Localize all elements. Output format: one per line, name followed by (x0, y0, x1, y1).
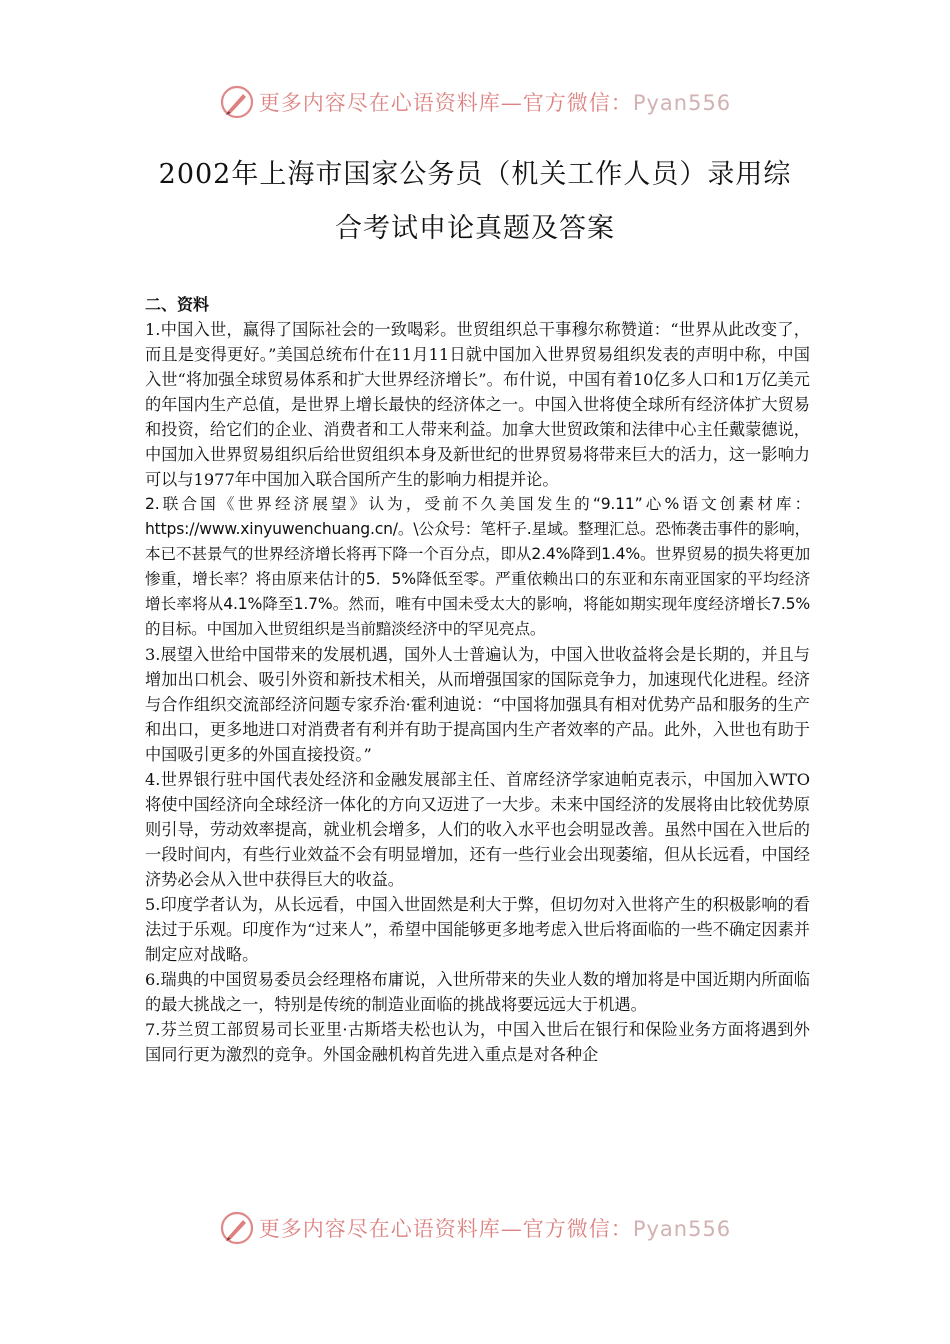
watermark-main-text: 更多内容尽在心语资料库—官方微信： (258, 91, 633, 115)
paragraph-5: 5.印度学者认为，从长远看，中国入世固然是利大于弊，但切勿对入世将产生的积极影响的看法过于乐观。印度作为“过来人”，希望中国能够更多地考虑入世后将面临的一些不确定因素并制定应对战略。 (145, 895, 810, 964)
title-line-1: 2002年上海市国家公务员（机关工作人员）录用综 (158, 159, 792, 190)
pen-logo-icon (219, 84, 255, 120)
pen-logo-icon (219, 1210, 255, 1246)
watermark-main-text: 更多内容尽在心语资料库—官方微信： (258, 1217, 633, 1241)
section-heading: 二、资料 (145, 295, 210, 314)
paragraph-2: 2.联合国《世界经济展望》认为，受前不久美国发生的“9.11”心%语文创素材库：https://www.xinyuwenchuang.cn/。\公众号：笔杆子.星域。整理汇总。恐怖袭击事件的影响，本已不甚景气的世界经济增长将再下降一个百分点，即从2.4%降到1.4%。世界贸易的损失将更加惨重，增长率？将由原来估计的5．5%降低至零。严重依赖出口的东亚和东南亚国家的平均经济增长率将从4.1%降至1.7%。然而，唯有中国未受太大的影响，将能如期实现年度经济增长7.5%的目标。中国加入世贸组织是当前黯淡经济中的罕见亮点。 (145, 495, 810, 638)
header-watermark-banner (0, 80, 950, 124)
document-body (145, 292, 810, 1067)
paragraph-1: 1.中国入世，赢得了国际社会的一致喝彩。世贸组织总干事穆尔称赞道：“世界从此改变了，而且是变得更好。”美国总统布什在11月11日就中国加入世界贸易组织发表的声明中称，中国入世“将加强全球贸易体系和扩大世界经济增长”。布什说，中国有着10亿多人口和1万亿美元的年国内生产总值，是世界上增长最快的经济体之一。中国入世将使全球所有经济体扩大贸易和投资，给它们的企业、消费者和工人带来利益。加拿大世贸政策和法律中心主任戴蒙德说，中国加入世界贸易组织后给世贸组织本身及新世纪的世界贸易将带来巨大的活力，这一影响力可以与1977年中国加入联合国所产生的影响力相提并论。 (145, 320, 810, 489)
paragraph-7: 7.芬兰贸工部贸易司长亚里·古斯塔夫松也认为，中国入世后在银行和保险业务方面将遇到外国同行更为激烈的竞争。外国金融机构首先进入重点是对各种企 (145, 1020, 810, 1064)
paragraph-6: 6.瑞典的中国贸易委员会经理格布庸说，入世所带来的失业人数的增加将是中国近期内所面临的最大挑战之一，特别是传统的制造业面临的挑战将要远远大于机遇。 (145, 970, 810, 1014)
watermark-text (259, 1213, 731, 1243)
title-line-2: 合考试申论真题及答案 (335, 213, 615, 244)
wechat-id: Pyan556 (632, 1217, 732, 1241)
footer-watermark-banner (0, 1206, 950, 1250)
wechat-id: Pyan556 (632, 91, 732, 115)
watermark-text (259, 87, 731, 117)
document-title (60, 148, 890, 256)
paragraph-3: 3.展望入世给中国带来的发展机遇，国外人士普遍认为，中国入世收益将会是长期的，并且与增加出口机会、吸引外资和新技术相关，从而增强国家的国际竞争力，加速现代化进程。经济与合作组织交流部经济问题专家乔治·霍利迪说：“中国将加强具有相对优势产品和服务的生产和出口，更多地进口对消费者有利并有助于提高国内生产者效率的产品。此外，入世也有助于中国吸引更多的外国直接投资。” (145, 645, 810, 764)
paragraph-4: 4.世界银行驻中国代表处经济和金融发展部主任、首席经济学家迪帕克表示，中国加入WTO将使中国经济向全球经济一体化的方向又迈进了一大步。未来中国经济的发展将由比较优势原则引导，劳动效率提高，就业机会增多，人们的收入水平也会明显改善。虽然中国在入世后的一段时间内，有些行业效益不会有明显增加，还有一些行业会出现萎缩，但从长远看，中国经济势必会从入世中获得巨大的收益。 (145, 770, 810, 889)
